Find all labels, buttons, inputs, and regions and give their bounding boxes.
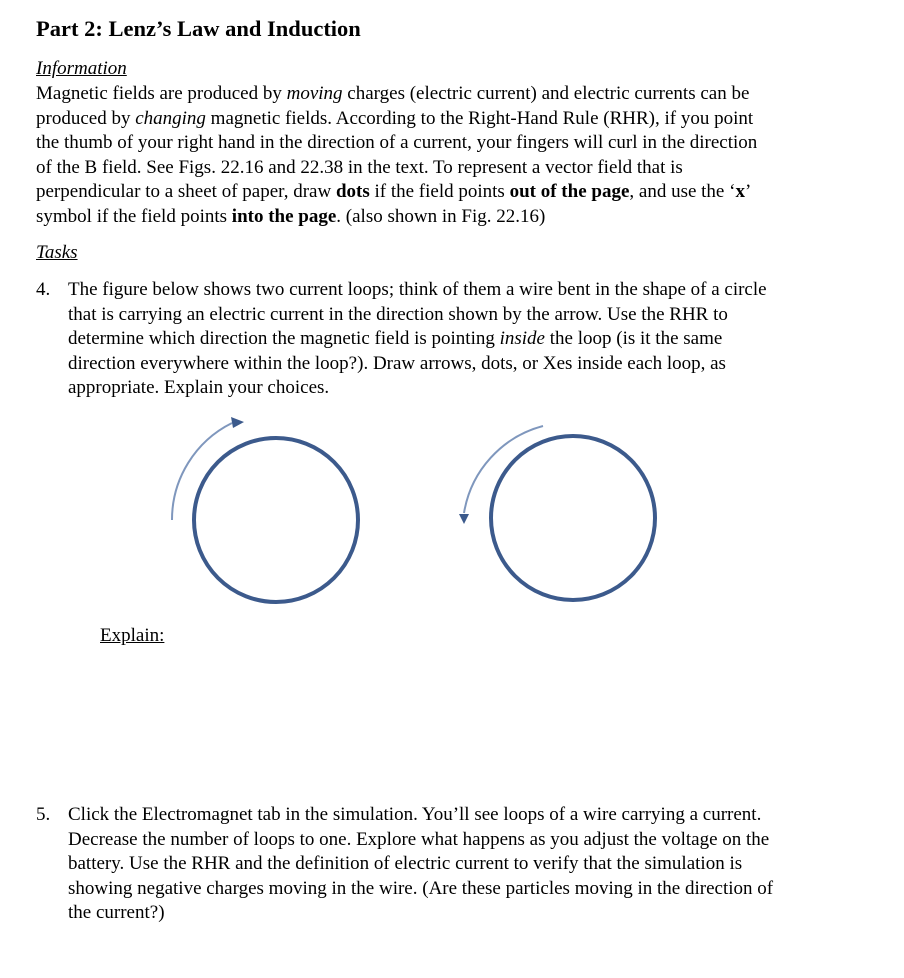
task-line: showing negative charges moving in the wire. (Are these particles moving in the direction of bbox=[68, 877, 774, 899]
explain-label: Explain: bbox=[100, 625, 165, 646]
bold-text: x bbox=[735, 181, 745, 203]
right-loop-current-arrow bbox=[464, 426, 543, 513]
page-title: Part 2: Lenz’s Law and Induction bbox=[36, 16, 361, 41]
information-line: the thumb of your right hand in the direction of a current, your fingers will curl in the direction bbox=[36, 132, 758, 154]
information-label: Information bbox=[36, 58, 127, 79]
information-line: Magnetic fields are produced by moving charges (electric current) and electric currents can be bbox=[36, 83, 750, 104]
left-loop-arrowhead bbox=[231, 417, 244, 428]
task-line: direction everywhere within the loop?). Draw arrows, dots, or Xes inside each loop, as bbox=[68, 352, 726, 374]
italic-text: changing bbox=[135, 107, 206, 129]
task-line: the current?) bbox=[68, 902, 165, 924]
italic-text: inside bbox=[499, 328, 545, 350]
information-line: of the B field. See Figs. 22.16 and 22.38 in the text. To represent a vector field that is bbox=[36, 156, 683, 178]
right-loop-arrowhead bbox=[459, 514, 469, 524]
information-line: produced by changing magnetic fields. According to the Right-Hand Rule (RHR), if you point bbox=[36, 107, 754, 129]
information-paragraph bbox=[36, 82, 872, 230]
information-line: perpendicular to a sheet of paper, draw dots if the field points out of the page, and use the ‘x’ bbox=[36, 181, 752, 203]
tasks-label: Tasks bbox=[36, 242, 78, 263]
italic-text: moving bbox=[286, 83, 343, 104]
current-loops-figure bbox=[160, 410, 680, 620]
task-line: appropriate. Explain your choices. bbox=[68, 377, 330, 399]
right-current-loop bbox=[459, 426, 655, 600]
task-line: Click the Electromagnet tab in the simulation. You’ll see loops of a wire carrying a current. bbox=[68, 804, 762, 825]
task-line: that is carrying an electric current in the direction shown by the arrow. Use the RHR to bbox=[68, 303, 728, 325]
task-line: Decrease the number of loops to one. Explore what happens as you adjust the voltage on the bbox=[68, 828, 770, 850]
bold-text: dots bbox=[335, 181, 370, 203]
bold-text: out of the page bbox=[509, 181, 630, 203]
information-line: symbol if the field points into the page. (also shown in Fig. 22.16) bbox=[36, 205, 546, 227]
task-line: battery. Use the RHR and the definition of electric current to verify that the simulation is bbox=[68, 853, 743, 875]
task-number: 4. bbox=[36, 279, 51, 300]
task-line: The figure below shows two current loops; think of them a wire bent in the shape of a circle bbox=[68, 279, 767, 300]
left-current-loop bbox=[172, 417, 358, 602]
right-loop-circle bbox=[491, 436, 655, 600]
bold-text: into the page bbox=[231, 205, 337, 227]
task-number: 5. bbox=[36, 804, 51, 825]
left-loop-current-arrow bbox=[172, 423, 232, 520]
left-loop-circle bbox=[194, 438, 358, 602]
task-line: determine which direction the magnetic field is pointing inside the loop (is it the same bbox=[68, 328, 723, 350]
task-text bbox=[68, 278, 767, 401]
task-text bbox=[68, 803, 773, 926]
